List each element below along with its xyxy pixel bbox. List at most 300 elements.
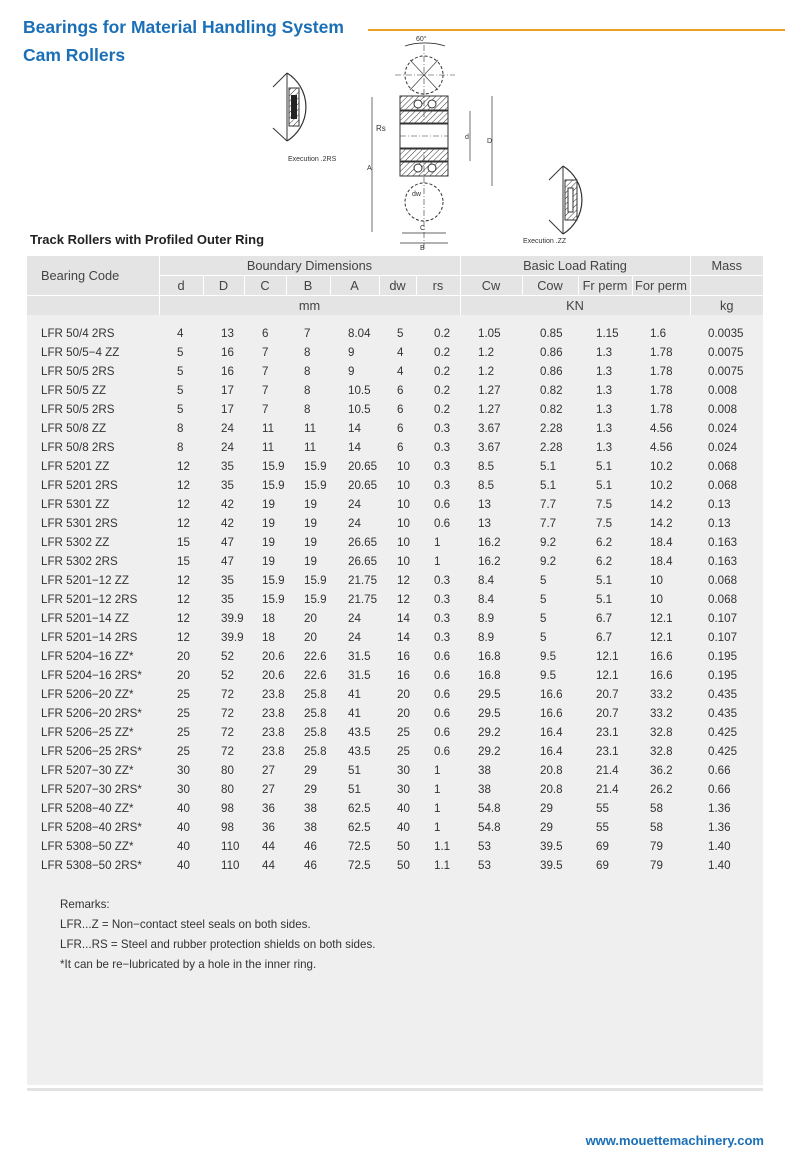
cell-mass: 0.008	[708, 384, 738, 397]
cell-fr-perm: 23.1	[596, 726, 619, 739]
cell-cw: 8.4	[478, 574, 495, 587]
table-row	[27, 343, 763, 362]
cell-cow: 16.4	[540, 745, 563, 758]
cell-rs: 1	[434, 764, 441, 777]
table-row	[27, 438, 763, 457]
cell-for-perm: 14.2	[650, 517, 673, 530]
website-link[interactable]: www.mouettemachinery.com	[585, 1133, 764, 1148]
cell-for-perm: 32.8	[650, 745, 673, 758]
cell-bearing-code: LFR 5201 2RS	[41, 479, 118, 492]
cell-dw: 12	[397, 574, 410, 587]
cell-fr-perm: 5.1	[596, 574, 613, 587]
cell-for-perm: 10.2	[650, 460, 673, 473]
cell-bearing-code: LFR 5207−30 2RS*	[41, 783, 142, 796]
cell-d: 12	[177, 593, 190, 606]
cell-big-d: 16	[221, 346, 234, 359]
cell-d: 40	[177, 802, 190, 815]
cell-a: 14	[348, 422, 361, 435]
cell-cow: 9.2	[540, 555, 557, 568]
cell-for-perm: 10.2	[650, 479, 673, 492]
col-c: C	[244, 276, 286, 296]
cell-fr-perm: 7.5	[596, 498, 613, 511]
col-a: A	[330, 276, 379, 296]
cell-big-d: 110	[221, 859, 240, 872]
cell-fr-perm: 1.3	[596, 346, 613, 359]
table-row	[27, 457, 763, 476]
cell-mass: 0.435	[708, 707, 738, 720]
cell-b: 8	[304, 384, 311, 397]
cell-d: 30	[177, 764, 190, 777]
execution-zz-label: Execution .ZZ	[523, 238, 567, 245]
col-d: d	[159, 276, 203, 296]
cell-rs: 1	[434, 536, 441, 549]
cell-bearing-code: LFR 5302 ZZ	[41, 536, 110, 549]
cell-for-perm: 58	[650, 821, 663, 834]
cell-cow: 2.28	[540, 422, 563, 435]
cell-mass: 0.13	[708, 517, 731, 530]
cell-big-d: 52	[221, 650, 234, 663]
cell-rs: 0.3	[434, 441, 451, 454]
cell-for-perm: 1.6	[650, 327, 667, 340]
cell-b: 46	[304, 840, 317, 853]
cell-mass: 1.40	[708, 840, 731, 853]
cell-cow: 2.28	[540, 441, 563, 454]
remark-line: LFR...RS = Steel and rubber protection shields on both sides.	[60, 938, 376, 951]
cell-dw: 50	[397, 859, 410, 872]
cell-cw: 29.5	[478, 688, 501, 701]
cell-rs: 0.3	[434, 479, 451, 492]
cell-big-d: 39.9	[221, 631, 244, 644]
cell-d: 12	[177, 460, 190, 473]
cell-for-perm: 36.2	[650, 764, 673, 777]
cell-c: 7	[262, 365, 269, 378]
cell-cow: 0.85	[540, 327, 563, 340]
cell-cw: 8.9	[478, 631, 495, 644]
cell-d: 25	[177, 688, 190, 701]
cell-c: 23.8	[262, 726, 285, 739]
table-row	[27, 400, 763, 419]
a-label: A	[367, 165, 372, 172]
cell-b: 11	[304, 422, 317, 435]
cell-big-d: 16	[221, 365, 234, 378]
angle-label: 60°	[416, 36, 427, 43]
table-row	[27, 419, 763, 438]
cell-rs: 0.3	[434, 593, 451, 606]
table-row	[27, 628, 763, 647]
cell-dw: 30	[397, 764, 410, 777]
cell-c: 19	[262, 498, 275, 511]
cell-big-d: 47	[221, 536, 234, 549]
cell-cow: 29	[540, 802, 553, 815]
cell-b: 29	[304, 764, 317, 777]
cell-cw: 8.5	[478, 460, 495, 473]
table-row	[27, 362, 763, 381]
cell-a: 72.5	[348, 859, 371, 872]
cell-cow: 5	[540, 612, 547, 625]
cell-cow: 0.82	[540, 384, 563, 397]
cell-cw: 38	[478, 783, 491, 796]
cell-big-d: 35	[221, 574, 234, 587]
cell-a: 9	[348, 346, 355, 359]
cell-bearing-code: LFR 5206−20 ZZ*	[41, 688, 134, 701]
main-section	[367, 35, 492, 252]
cell-cw: 1.2	[478, 365, 495, 378]
cell-rs: 0.6	[434, 745, 451, 758]
cell-dw: 4	[397, 346, 404, 359]
cell-c: 20.6	[262, 650, 285, 663]
cell-bearing-code: LFR 5207−30 ZZ*	[41, 764, 134, 777]
cell-fr-perm: 5.1	[596, 593, 613, 606]
cell-c: 44	[262, 840, 275, 853]
cell-bearing-code: LFR 50/5 2RS	[41, 365, 115, 378]
col-cw: Cw	[460, 276, 522, 296]
cell-mass: 0.66	[708, 764, 731, 777]
cell-mass: 1.36	[708, 802, 731, 815]
cell-big-d: 17	[221, 403, 234, 416]
cell-c: 7	[262, 346, 269, 359]
cell-for-perm: 12.1	[650, 612, 673, 625]
cell-mass: 0.024	[708, 441, 738, 454]
cell-for-perm: 14.2	[650, 498, 673, 511]
cell-dw: 20	[397, 707, 410, 720]
col-b: B	[286, 276, 330, 296]
cell-dw: 6	[397, 441, 404, 454]
cell-rs: 1	[434, 821, 441, 834]
cell-rs: 0.6	[434, 498, 451, 511]
table-row	[27, 761, 763, 780]
cell-d: 40	[177, 840, 190, 853]
cell-c: 27	[262, 783, 275, 796]
table-row	[27, 609, 763, 628]
cell-dw: 16	[397, 650, 410, 663]
cell-cow: 16.6	[540, 688, 563, 701]
table-row	[27, 514, 763, 533]
cell-for-perm: 58	[650, 802, 663, 815]
cell-cow: 7.7	[540, 517, 557, 530]
units-code-empty	[27, 296, 159, 316]
table-units-row	[27, 296, 763, 316]
cell-for-perm: 79	[650, 840, 663, 853]
cell-c: 19	[262, 555, 275, 568]
cell-b: 25.8	[304, 726, 327, 739]
table-row	[27, 381, 763, 400]
remark-line: LFR...Z = Non−contact steel seals on both sides.	[60, 918, 311, 931]
table-row	[27, 571, 763, 590]
dw-label: dw	[412, 191, 421, 198]
table-row	[27, 799, 763, 818]
cell-dw: 10	[397, 479, 410, 492]
cell-c: 6	[262, 327, 269, 340]
cell-cow: 9.2	[540, 536, 557, 549]
cell-b: 8	[304, 346, 311, 359]
page-subtitle: Cam Rollers	[23, 45, 126, 65]
cell-fr-perm: 12.1	[596, 650, 619, 663]
cell-dw: 5	[397, 327, 404, 340]
cell-b: 38	[304, 802, 317, 815]
cell-bearing-code: LFR 5204−16 ZZ*	[41, 650, 134, 663]
cell-bearing-code: LFR 5204−16 2RS*	[41, 669, 142, 682]
cell-cw: 1.27	[478, 384, 501, 397]
cell-d: 12	[177, 631, 190, 644]
cell-cow: 5	[540, 593, 547, 606]
cell-d: 15	[177, 555, 190, 568]
cell-fr-perm: 12.1	[596, 669, 619, 682]
table-row	[27, 647, 763, 666]
cell-a: 10.5	[348, 384, 371, 397]
cell-fr-perm: 55	[596, 802, 609, 815]
cell-cw: 1.27	[478, 403, 501, 416]
cell-a: 43.5	[348, 745, 371, 758]
cell-b: 8	[304, 365, 311, 378]
col-rs: rs	[416, 276, 460, 296]
cell-mass: 0.425	[708, 745, 738, 758]
cell-big-d: 98	[221, 821, 234, 834]
cell-a: 24	[348, 612, 361, 625]
cell-rs: 0.2	[434, 346, 451, 359]
cell-cw: 16.2	[478, 536, 501, 549]
cell-d: 30	[177, 783, 190, 796]
col-big-d: D	[203, 276, 244, 296]
cell-bearing-code: LFR 5201−12 ZZ	[41, 574, 129, 587]
cell-cow: 20.8	[540, 764, 563, 777]
cell-fr-perm: 5.1	[596, 479, 613, 492]
d-label: d	[465, 134, 469, 141]
cell-d: 40	[177, 821, 190, 834]
cell-rs: 0.2	[434, 327, 451, 340]
cell-cw: 8.9	[478, 612, 495, 625]
cell-d: 5	[177, 365, 184, 378]
cell-bearing-code: LFR 5208−40 2RS*	[41, 821, 142, 834]
cell-cw: 16.8	[478, 650, 501, 663]
cell-cw: 1.2	[478, 346, 495, 359]
cell-cw: 13	[478, 498, 491, 511]
cell-cw: 1.05	[478, 327, 501, 340]
cell-cw: 53	[478, 859, 491, 872]
cell-dw: 10	[397, 536, 410, 549]
cell-cow: 16.6	[540, 707, 563, 720]
col-fr-perm: Fr perm	[578, 276, 632, 296]
cell-c: 23.8	[262, 688, 285, 701]
cell-bearing-code: LFR 5201−14 2RS	[41, 631, 138, 644]
table-row	[27, 324, 763, 343]
b-label: B	[420, 245, 425, 252]
cell-dw: 6	[397, 403, 404, 416]
cell-b: 19	[304, 536, 317, 549]
cell-b: 20	[304, 631, 317, 644]
cell-for-perm: 1.78	[650, 346, 673, 359]
cell-a: 43.5	[348, 726, 371, 739]
cell-mass: 0.13	[708, 498, 731, 511]
col-cow: Cow	[522, 276, 578, 296]
cell-d: 5	[177, 403, 184, 416]
cell-for-perm: 4.56	[650, 422, 673, 435]
cell-a: 26.65	[348, 555, 378, 568]
big-d-label: D	[487, 138, 493, 145]
cell-big-d: 35	[221, 460, 234, 473]
cell-cow: 5	[540, 631, 547, 644]
cell-d: 12	[177, 498, 190, 511]
cell-bearing-code: LFR 50/5−4 ZZ	[41, 346, 120, 359]
cell-for-perm: 10	[650, 593, 663, 606]
cell-big-d: 42	[221, 517, 234, 530]
cell-a: 14	[348, 441, 361, 454]
execution-zz-section	[549, 166, 582, 234]
cell-c: 18	[262, 612, 275, 625]
units-mass: kg	[690, 296, 763, 316]
cell-mass: 0.107	[708, 612, 738, 625]
cell-cw: 8.5	[478, 479, 495, 492]
cell-c: 20.6	[262, 669, 285, 682]
cell-a: 62.5	[348, 821, 371, 834]
cell-cow: 7.7	[540, 498, 557, 511]
cell-a: 24	[348, 498, 361, 511]
cell-cow: 20.8	[540, 783, 563, 796]
cell-big-d: 110	[221, 840, 240, 853]
cell-rs: 0.3	[434, 631, 451, 644]
cell-mass: 0.435	[708, 688, 738, 701]
cell-big-d: 72	[221, 745, 234, 758]
cell-b: 38	[304, 821, 317, 834]
cell-big-d: 52	[221, 669, 234, 682]
cell-bearing-code: LFR 50/5 2RS	[41, 403, 115, 416]
cell-big-d: 47	[221, 555, 234, 568]
cell-c: 11	[262, 422, 275, 435]
cell-rs: 0.2	[434, 403, 451, 416]
cell-fr-perm: 6.7	[596, 612, 613, 625]
cell-rs: 0.2	[434, 365, 451, 378]
cell-dw: 12	[397, 593, 410, 606]
cell-mass: 0.068	[708, 593, 738, 606]
col-group-boundary: Boundary Dimensions	[159, 256, 460, 276]
cell-a: 62.5	[348, 802, 371, 815]
cell-big-d: 80	[221, 783, 234, 796]
cell-for-perm: 18.4	[650, 536, 673, 549]
cell-fr-perm: 7.5	[596, 517, 613, 530]
cell-bearing-code: LFR 5308−50 ZZ*	[41, 840, 134, 853]
cell-mass: 0.024	[708, 422, 738, 435]
cell-big-d: 72	[221, 707, 234, 720]
cell-bearing-code: LFR 5301 ZZ	[41, 498, 110, 511]
cell-dw: 25	[397, 745, 410, 758]
cell-a: 10.5	[348, 403, 371, 416]
cell-rs: 1	[434, 555, 441, 568]
cell-d: 15	[177, 536, 190, 549]
cell-dw: 16	[397, 669, 410, 682]
cell-cw: 54.8	[478, 802, 501, 815]
execution-2rs-section	[273, 73, 306, 141]
cell-for-perm: 12.1	[650, 631, 673, 644]
cell-cow: 9.5	[540, 669, 557, 682]
table-header-row-1	[27, 256, 763, 276]
cell-rs: 1	[434, 783, 441, 796]
cell-rs: 1	[434, 802, 441, 815]
cell-d: 12	[177, 574, 190, 587]
cell-a: 31.5	[348, 669, 371, 682]
table-row	[27, 590, 763, 609]
cell-c: 23.8	[262, 745, 285, 758]
cell-a: 9	[348, 365, 355, 378]
cell-big-d: 24	[221, 441, 234, 454]
cell-fr-perm: 1.3	[596, 403, 613, 416]
panel-shadow	[27, 1088, 763, 1091]
cell-dw: 50	[397, 840, 410, 853]
cell-a: 20.65	[348, 479, 378, 492]
cell-a: 24	[348, 517, 361, 530]
table-row	[27, 742, 763, 761]
table-title: Track Rollers with Profiled Outer Ring	[30, 232, 265, 247]
cell-c: 18	[262, 631, 275, 644]
cell-b: 29	[304, 783, 317, 796]
cell-c: 27	[262, 764, 275, 777]
cell-dw: 40	[397, 821, 410, 834]
cell-for-perm: 10	[650, 574, 663, 587]
table-row	[27, 704, 763, 723]
c-label: C	[420, 225, 426, 232]
cell-dw: 30	[397, 783, 410, 796]
cell-rs: 0.6	[434, 707, 451, 720]
units-load: KN	[460, 296, 690, 316]
cell-c: 15.9	[262, 593, 285, 606]
cell-dw: 14	[397, 612, 410, 625]
cell-fr-perm: 1.15	[596, 327, 619, 340]
cell-big-d: 17	[221, 384, 234, 397]
cell-big-d: 13	[221, 327, 234, 340]
cell-for-perm: 4.56	[650, 441, 673, 454]
cell-b: 15.9	[304, 574, 327, 587]
cell-mass: 0.425	[708, 726, 738, 739]
cell-dw: 10	[397, 460, 410, 473]
cell-for-perm: 1.78	[650, 384, 673, 397]
cell-fr-perm: 21.4	[596, 764, 619, 777]
cell-c: 7	[262, 384, 269, 397]
cell-bearing-code: LFR 5302 2RS	[41, 555, 118, 568]
col-group-mass: Mass	[690, 256, 763, 276]
cell-mass: 0.068	[708, 574, 738, 587]
cell-big-d: 72	[221, 726, 234, 739]
cell-for-perm: 33.2	[650, 688, 673, 701]
table-row	[27, 818, 763, 837]
cell-c: 19	[262, 517, 275, 530]
units-dims: mm	[159, 296, 460, 316]
cell-rs: 0.6	[434, 726, 451, 739]
cell-c: 36	[262, 821, 275, 834]
cell-b: 25.8	[304, 745, 327, 758]
cell-bearing-code: LFR 5206−20 2RS*	[41, 707, 142, 720]
cell-fr-perm: 1.3	[596, 441, 613, 454]
cell-rs: 0.2	[434, 384, 451, 397]
remarks	[60, 895, 375, 975]
cell-a: 20.65	[348, 460, 378, 473]
cell-big-d: 35	[221, 479, 234, 492]
cell-dw: 14	[397, 631, 410, 644]
cell-mass: 0.0035	[708, 327, 744, 340]
cell-bearing-code: LFR 5308−50 2RS*	[41, 859, 142, 872]
cell-big-d: 24	[221, 422, 234, 435]
cell-a: 24	[348, 631, 361, 644]
cell-rs: 0.6	[434, 669, 451, 682]
table-body	[27, 315, 763, 875]
page-title: Bearings for Material Handling System	[23, 17, 344, 37]
cell-d: 12	[177, 517, 190, 530]
cell-dw: 10	[397, 517, 410, 530]
cell-d: 5	[177, 346, 184, 359]
remarks-title: Remarks:	[60, 898, 110, 911]
cell-cw: 8.4	[478, 593, 495, 606]
cell-rs: 0.6	[434, 650, 451, 663]
cell-cow: 5.1	[540, 460, 557, 473]
cell-bearing-code: LFR 5201−14 ZZ	[41, 612, 129, 625]
cell-for-perm: 33.2	[650, 707, 673, 720]
